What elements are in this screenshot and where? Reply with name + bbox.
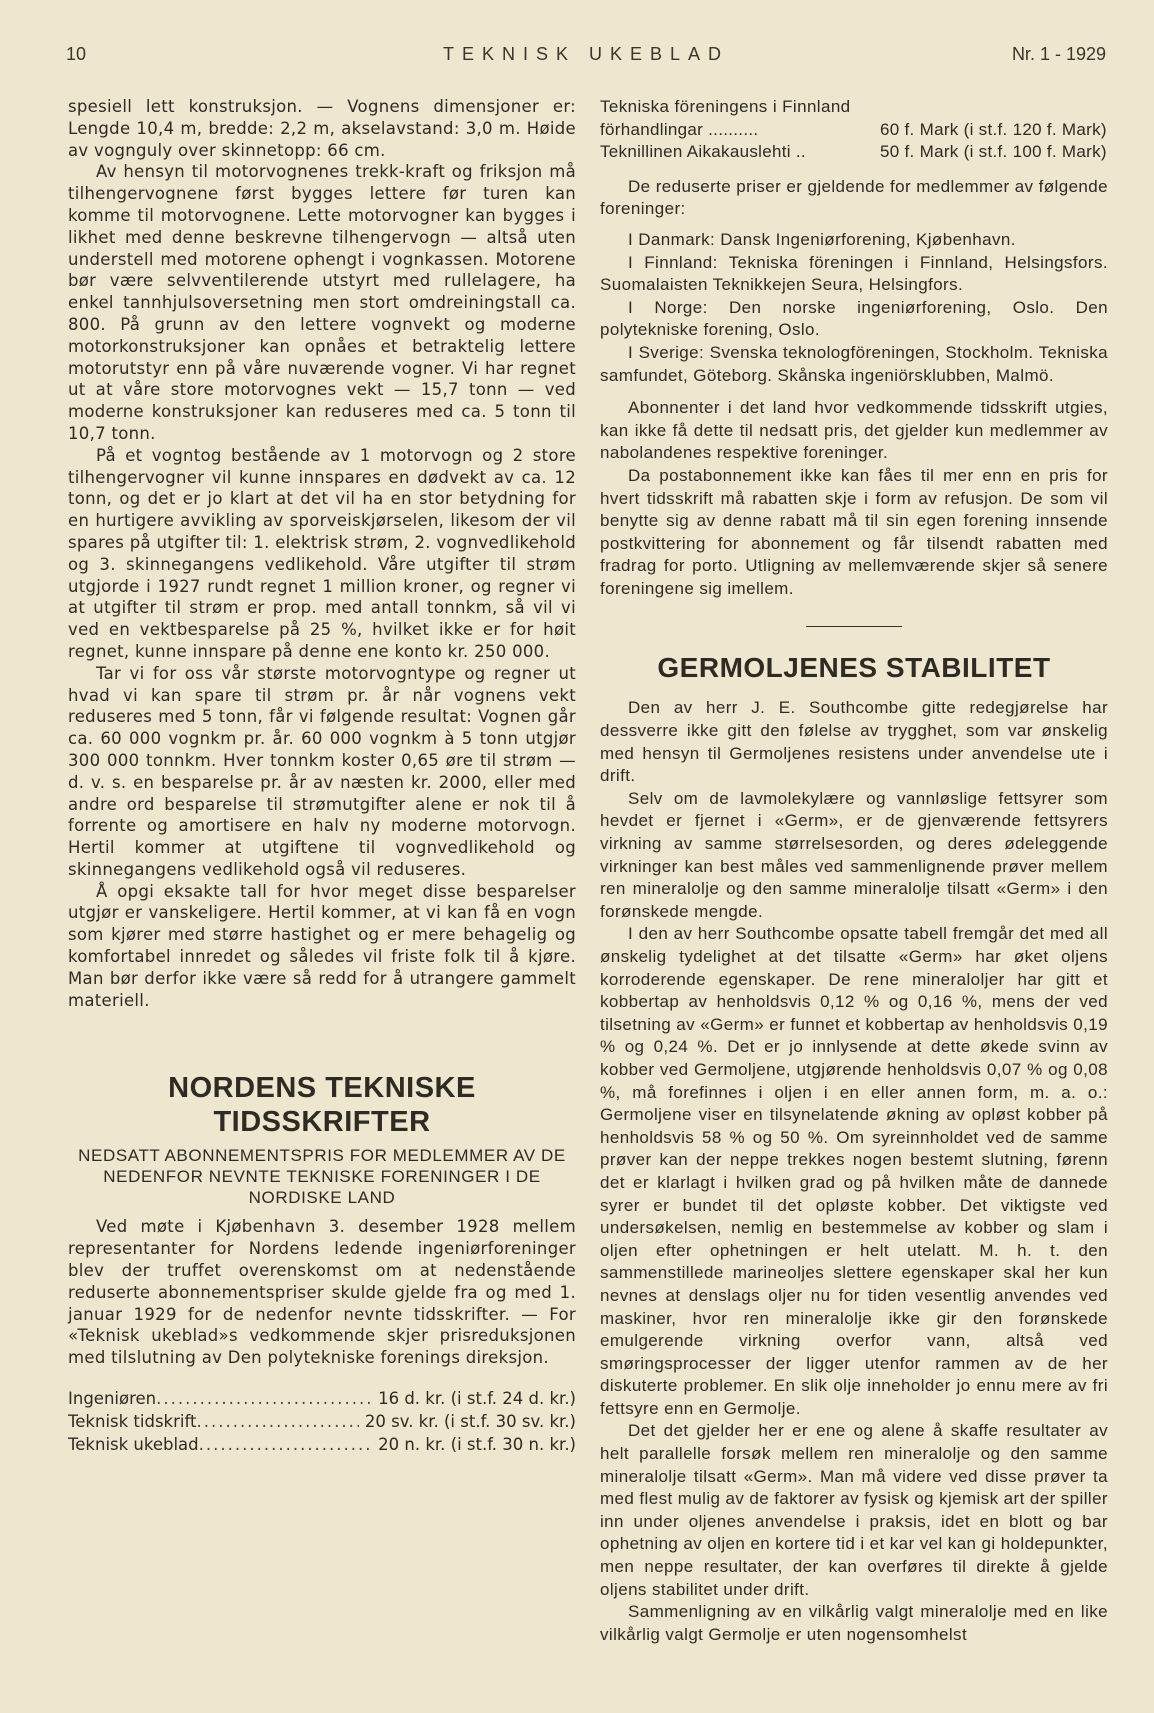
price-row: förhandlingar .......... 60 f. Mark (i st.f. 120 f. Mark) xyxy=(600,119,1107,139)
paragraph: Selv om de lavmolekylære og vannløslige fettsyrer som hevdet er fjernet i «Germ», er de gjenværende fettsyrers virkning av samme størrelsesorden, og deres ødeleggende virkninger kan best måles ved sammenlignende prøver mellem ren mineralolje og den samme mineralolje tilsatt «Germ» i den forønskede mengde. xyxy=(600,788,1108,921)
paragraph: Det det gjelder her er ene og alene å skaffe resultater av helt parallelle forsøk mellem ren mineralolje og den samme mineralolje tilsatt «Germ». Man må videre ved disse prøver ta med flest mulig av de faktorer av fysisk og kjemisk art der spiller inn under oljenes anvendelse i praksis, idet en blott og bar ophetning av oljen en kortere tid i et kar vel kan gi holdepunkter, men neppe resultater, der kan overføres til direkte å gjelde oljens stabilitet under drift. xyxy=(600,1421,1108,1599)
paragraph: Da postabonnement ikke kan fåes til mer enn en pris for hvert tidsskrift må rabatten skje i form av refusjon. De som vil benytte sig av denne rabatt må til sin egen forening innsende postkvittering for abonnement og får tilsendt rabatten med fradrag for porto. Utligning av mellemværende skjer så senere foreningene sig imellem. xyxy=(600,465,1108,598)
tram-article-continuation xyxy=(68,96,576,1011)
finland-heading: Tekniska föreningens i Finnland xyxy=(600,97,851,116)
paragraph: I den av herr Southcombe opsatte tabell fremgår det med all ønskelig tydelighet at det tilsatte «Germ» har øket oljens korroderende egenskaper. De rene mineraloljer har gitt et kobbertap av henholdsvis 0,12 % og 0,16 %, mens der ved tilsetning av «Germ» er funnet et kobbertap av henholdsvis 0,19 % og 0,24 %. Det er jo innlysende at dette økede svinn av kobber ved Germoljene, utgjørende henholdsvis 0,07 % og 0,08 %, må forefinnes i oljen i en eller annen form, m. a. o.: Germoljene viser en tilsynelatende økning av opløst kobber på henholdsvis 58 % og 50 %. Om syreinnholdet ved de samme prøver kan der neppe trekkes nogen bestemt slutning, førenn det er klarlagt i hvilken grad og på hvilken måte de dannede syrer er bundet til det opløste kobber. Det viktigste ved undersøkelsen, nemlig en bestemmelse av kobber og slam i oljen efter ophetningen er helt utelatt. M. h. t. den sammenstillede marineoljes slettere egenskaper skal her kun nevnes at denslags oljer nu for tiden vesentlig anvendes ved maskiner, hvor ren mineralolje ikke gir den forønskede emulgerende virkning overfor vann, altså ved smøringsprocesser der ligger utenfor rammen av de her diskuterte problemer. En slik olje inneholder jo ennu mere av fri fettsyre enn en Germolje. xyxy=(600,924,1108,1418)
page-header xyxy=(66,44,1106,74)
paragraph: I Danmark: Dansk Ingeniørforening, Kjøbenhavn. xyxy=(628,229,1016,249)
nordens-section xyxy=(68,1071,576,1456)
price-row: Teknisk ukeblad ..... 20 n. kr. (i st.f. 30 n. kr.) xyxy=(68,1433,576,1456)
price-row: Teknisk tidskrift ..... 20 sv. kr. (i st.f. 30 sv. kr.) xyxy=(68,1410,576,1433)
price-row: Teknillinen Aikakauslehti .. 50 f. Mark (i st.f. 100 f. Mark) xyxy=(600,142,1107,162)
section-title: GERMOLJENES STABILITET xyxy=(657,652,1051,684)
paragraph: Sammenligning av en vilkårlig valgt mineralolje med en like vilkårlig valgt Germolje er uten nogensomhelst xyxy=(600,1602,1108,1644)
paragraph: På et vogntog bestående av 1 motorvogn og 2 store tilhengervogner vil kunne innspares en dødvekt av ca. 12 tonn, og det er jo klart at det vil ha en stor betydning for en hurtigere avvikling av sporveiskjørselen, likesom der vil spares på utgifter til: 1. elektrisk strøm, 2. vognvedlikehold og 3. skinnegangens vedlikehold. Våre utgifter til strøm utgjorde i 1927 rundt regnet 1 million kroner, og regner vi at utgifter til strøm er prop. med antall tonnkm, så vil vi ved en vektbesparelse på 25 %, hvilket ikke er for høit regnet, kunne innspare på denne ene konto kr. 250 000. xyxy=(68,445,576,661)
issue-number: Nr. 1 - 1929 xyxy=(1011,44,1106,64)
paragraph: I Sverige: Svenska teknologföreningen, Stockholm. Tekniska samfundet, Göteborg. Skånska ingeniörsklubben, Malmö. xyxy=(600,342,1108,385)
price-list xyxy=(68,1387,576,1456)
left-column xyxy=(68,96,576,1456)
germoljenes-section xyxy=(600,651,1108,1646)
section-subtitle: NEDSATT ABONNEMENTSPRIS FOR MEDLEMMER AV DE NEDENFOR NEVNTE TEKNISKE FORENINGER I DE NORDISKE LAND xyxy=(78,1146,566,1208)
section-title: NORDENS TEKNISKE TIDSSKRIFTER xyxy=(168,1072,476,1139)
paragraph: Den av herr J. E. Southcombe gitte redegjørelse har dessverre ikke gitt den følelse av trygghet, som var ønskelig med hensyn til Germoljenes resistens under anvendelse ute i drift. xyxy=(600,698,1108,786)
paragraph: Ved møte i Kjøbenhavn 3. desember 1928 mellem representanter for Nordens ledende ingeniørforeninger blev der truffet overenskomst om at nedenstående reduserte abonnementspriser skulde gjelde fra og med 1. januar 1929 for de nedenfor nevnte tidsskrifter. — For «Teknisk ukeblad»s vedkommende skjer prisreduksjonen med tilslutning av Den polytekniske forenings direksjon. xyxy=(68,1217,576,1368)
paragraph: Av hensyn til motorvognenes trekk-kraft og friksjon må tilhengervognene først bygges lettere før turen kan komme til motorvognene. Lette motorvogner kan bygges i likhet med denne beskrevne tilhengervogn — altså uten understell med motorene ophengt i vognkassen. Motorene bør være selvventilerende utstyrt med rullelagere, ha enkel tannhjulsoversetning men stort omdreiningstall ca. 800. På grunn av den lettere vognvekt og moderne motorkonstruksjoner kan opnåes et betraktelig lettere motorutstyr enn på våre nuværende vogner. Vi har regnet ut at våre store motorvognes vekt — 15,7 tonn — ved moderne konstruksjoner kan reduseres med ca. 5 tonn til 10,7 tonn. xyxy=(68,162,576,443)
paragraph: De reduserte priser er gjeldende for medlemmer av følgende foreninger: xyxy=(600,176,1108,219)
paragraph: Tar vi for oss vår største motorvogntype og regner ut hvad vi kan spare til strøm pr. år når vognens vekt reduseres med 5 tonn, får vi følgende resultat: Vognen går ca. 60 000 vognkm pr. år. 60 000 vognkm à 5 tonn utgjør 300 000 tonnkm. Hver tonnkm koster 0,65 øre til strøm — d. v. s. en besparelse pr. år av næsten kr. 2000, eller med andre ord besparelse til strømutgifter alene er nok til å forrente og amortisere en halv ny moderne motorvogn. Hertil kommer at utgiftene til vognvedlikehold og skinnegangens vedlikehold også vil reduseres. xyxy=(68,663,576,879)
price-row: Ingeniøren ..... 16 d. kr. (i st.f. 24 d. kr.) xyxy=(68,1387,576,1410)
right-column xyxy=(600,96,1108,1646)
journal-title: TEKNISK UKEBLAD xyxy=(442,44,730,64)
paragraph: Å opgi eksakte tall for hvor meget disse besparelser utgjør er vanskeligere. Hertil kommer, at vi kan få en vogn som kjører med større hastighet og er mere behagelig og komfortabel innredet og således vil friste folk til å kjøre. Man bør derfor ikke være så redd for å utrangere gammelt materiell. xyxy=(68,881,576,1010)
section-divider xyxy=(806,626,902,627)
page-number: 10 xyxy=(66,44,87,64)
paragraph: spesiell lett konstruksjon. — Vognens dimensjoner er: Lengde 10,4 m, bredde: 2,2 m, akselavstand: 3,0 m. Høide av vognguly over skinnetopp: 66 cm. xyxy=(68,97,576,160)
paragraph: I Finnland: Tekniska föreningen i Finnland, Helsingsfors. Suomalaisten Teknikkejen Seura, Helsingfors. xyxy=(600,252,1108,295)
paragraph: Abonnenter i det land hvor vedkommende tidsskrift utgies, kan ikke få dette til nedsatt pris, det gjelder kun medlemmer av nabolandenes respektive foreninger. xyxy=(600,398,1108,463)
paragraph: I Norge: Den norske ingeniørforening, Oslo. Den polytekniske forening, Oslo. xyxy=(600,297,1108,340)
